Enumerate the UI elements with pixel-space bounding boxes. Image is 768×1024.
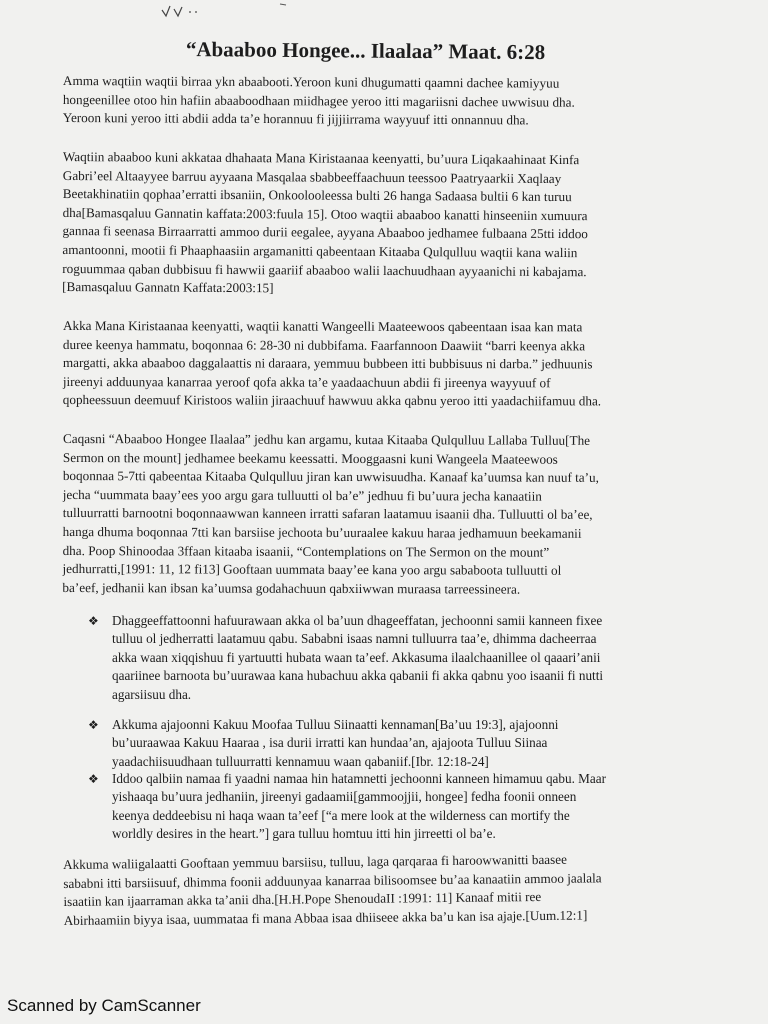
text-line: Dhaggeeffattoonni hafuurawaan akka ol ba’uun dhageeffatan, jechoonni samii kanneen fixee: [112, 613, 603, 628]
text-line: jecha “uummata baay’ees yoo argu gara tulluutti ol ba’e” jedhuu fi bu’uura jecha kanaatiin: [62, 486, 542, 504]
text-line: duree keenya hammatu, boqonnaa 6: 28-30 ni dubbifama. Faarfannoon Daawiit “barri keenya akka: [62, 336, 586, 353]
text-line: hongeenillee otoo hin hafiin abaaboodhaan miidhagee yeroo itti magariisni dachee uwwisuu dha.: [62, 91, 575, 110]
text-line: [Bamasqaluu Gannatn Kaffata:2003:15]: [62, 279, 274, 296]
text-line: Gabri’eel Altaayyee barruu ayyaana Masqalaa sbabbeeffaachuun teessoo Paatryaarkii Xaqlaay: [62, 167, 562, 186]
text-line: margatti, akka abaaboo daggalaattis ni daraara, yemmuu bubbeen itti bubbisuus ni darba.” jedhuunis: [62, 355, 593, 372]
text-line: tulluurratti barnootni boqonnaawwan kanneen irratti safaran laatamuu isaanii dha. Tulluutti ol ba’ee,: [62, 505, 593, 523]
text-line: isaatiin kan ijaarraman akka ta’anii dha.[H.H.Pope ShenoudaII :1991: 11] Kanaaf mitii ree: [63, 889, 542, 910]
diamond-bullet-icon: ❖: [88, 614, 99, 628]
text-line: Akkuma waliigalaatti Gooftaan yemmuu barsiisu, tulluu, laga qarqaraa fi haroowwanitti baasee: [63, 851, 568, 872]
paragraph-4: [62, 430, 679, 599]
text-line: dha. Poop Shinoodaa 3ffaan kitaaba isaanii, “Contemplations on The Sermon on the mount”: [62, 542, 550, 560]
text-line: jireenyi adduunyaa kanarraa yeroof qofa akka ta’e yaadaachuun abdii fi jireenya wayyuuf of: [62, 373, 551, 391]
bullet-item: [88, 770, 688, 844]
text-line: agarsiisuu dha.: [112, 686, 192, 702]
diamond-bullet-icon: ❖: [88, 772, 99, 786]
text-line: ba’eef, jedhanii kan ibsan ka’uumsa godahachuun qabxiiwwan muraasa tarreessineera.: [62, 579, 521, 597]
text-line: Abirhaamiin biyya isaa, uummataa fi mana Abbaa isaa dhiiseee akka ba’u kan isa ajaje.[Uum.12:1]: [63, 907, 588, 928]
text-line: Beetakhinatiin qophaa’erratti ibsaniin, Onkoolooleessa bulti 26 hanga Sadaasa bultii 6 kan turuu: [62, 186, 572, 205]
paragraph-1: [63, 72, 679, 131]
text-line: yishaaqa bu’uura jedhaniin, jireenyi gadaamii[gammoojjii, hongee] fedha foonii onneen: [112, 789, 577, 805]
text-line: Akkuma ajajoonni Kakuu Moofaa Tulluu Siinaatti kennaman[Ba’uu 19:3], ajajoonni: [112, 717, 559, 732]
text-line: Waqtiin abaaboo kuni akkataa dhahaata Mana Kiristaanaa keenyatti, bu’uura Liqakaahinaat Kinfa: [62, 148, 580, 168]
text-line: keenya deddeebisu ni haqa waan ta’eef [“a mere look at the wilderness can mortify the: [112, 807, 570, 823]
paragraph-3: [63, 317, 679, 412]
scanner-watermark: Scanned by CamScanner: [7, 996, 201, 1015]
text-line: Amma waqtiin waqtii birraa ykn abaabooti.Yeroon kuni dhugumatti qaamni dachee kamiyyuu: [62, 72, 560, 91]
text-line: Caqasni “Abaaboo Hongee Ilaalaa” jedhu kan argamu, kutaa Kitaaba Qulqulluu Lallaba Tulluu[The: [62, 431, 591, 448]
text-line: hanga dhuma boqonnaa 7tti kan barsiise jechoota bu’uuraalee kakuu haraa jedhamuun beekamanii: [62, 523, 582, 541]
text-line: gannaa fi seenasa Birraarratti ammoo durii eegalee, ayyana Abaaboo jedhamee fulbaana 25tti iddoo: [62, 223, 588, 242]
text-line: qaariinee barnoota bu’uurawaa kana hubachuu akka qabanii fi akka qabnu yoo isaanii fi nutti: [112, 668, 604, 684]
text-line: akka waan xiqqishuu fi yartuutti hubata waan ta’eef. Akkasuma ilaalchaanillee ol qaaari’anii: [112, 649, 601, 665]
text-line: dha[Bamasqaluu Gannatin kaffata:2003:fuula 15]. Otoo waqtii abaaboo kanatti hinseeniin xumuura: [62, 204, 588, 223]
text-line: bu’uuraawaa Kakuu Haaraa , isa durii irratti kan hundaa’an, ajajoota Tulluu Siinaa: [112, 735, 548, 751]
text-line: Sermon on the mount] jedhamee beekamu keessatti. Mooggaasni kuni Wangeela Maateewoos: [62, 449, 558, 467]
text-line: amantoonni, mootii fi Phaaphaasiin argamanitti qabeentaan Kitaaba Qulqulluu waqtii kana waliin: [62, 241, 578, 261]
paragraph-5: [63, 850, 680, 931]
paragraph-2: [62, 148, 679, 301]
text-line: boqonnaa 5-7tti qabeentaa Kitaaba Qulqulluu jiran kan uwwisuudha. Kanaaf ka’uumsa kan nuuf ta’u,: [62, 468, 599, 486]
text-line: tulluu ol jedherratti laatamuu qabu. Sababni isaas namni tulluurra taa’e, dhimma dacheerraa: [112, 631, 597, 647]
text-line: worldly desires in the heart.”] gara tulluu homtuu itti hin jirreetti ol ba’e.: [112, 826, 496, 842]
text-line: yaadachiisuudhaan tulluurratti kennamuu waan qabaniif.[Ibr. 12:18-24]: [112, 753, 489, 769]
handwritten-scribble: [160, 0, 320, 22]
text-line: Yeroon kuni yeroo itti abdii adda ta’e horannuu fi jijjiirrama wayyuuf itti onnannuu dha.: [62, 110, 529, 128]
text-line: Akka Mana Kiristaanaa keenyatti, waqtii kanatti Wangeelli Maateewoos qabeentaan isaa kan mata: [62, 318, 583, 335]
diamond-bullet-icon: ❖: [88, 718, 99, 732]
text-line: qopheessuun deemuuf Kiristoos waliin jiraachuuf hawwuu akka qabnu yeroo itti yaadachiifamuu dha.: [62, 392, 602, 409]
document-title: “Abaaboo Hongee... Ilaalaa” Maat. 6:28: [185, 37, 546, 65]
text-line: jedhurratti,[1991: 11, 12 fi13] Gooftaan uummata baay’ee kana yoo argu sababoota tulluutti ol: [62, 561, 562, 578]
text-line: roguummaa qaban dubbisuu fi hawwii gaariif abaaboo walii laachuudhaan ayyaanichi ni kabajama.: [62, 260, 587, 279]
bullet-item: [88, 612, 688, 704]
bullet-item: [88, 716, 688, 771]
text-line: Iddoo qalbiin namaa fi yaadni namaa hin hatamnetti jechoonni kanneen himamuu qabu. Maar: [112, 771, 607, 786]
text-line: sababni itti barsiisuuf, dhimma foonii adduunyaa kanarraa bilisoomsee bu’aa kanaatiin ammoo jaalala: [63, 869, 602, 891]
